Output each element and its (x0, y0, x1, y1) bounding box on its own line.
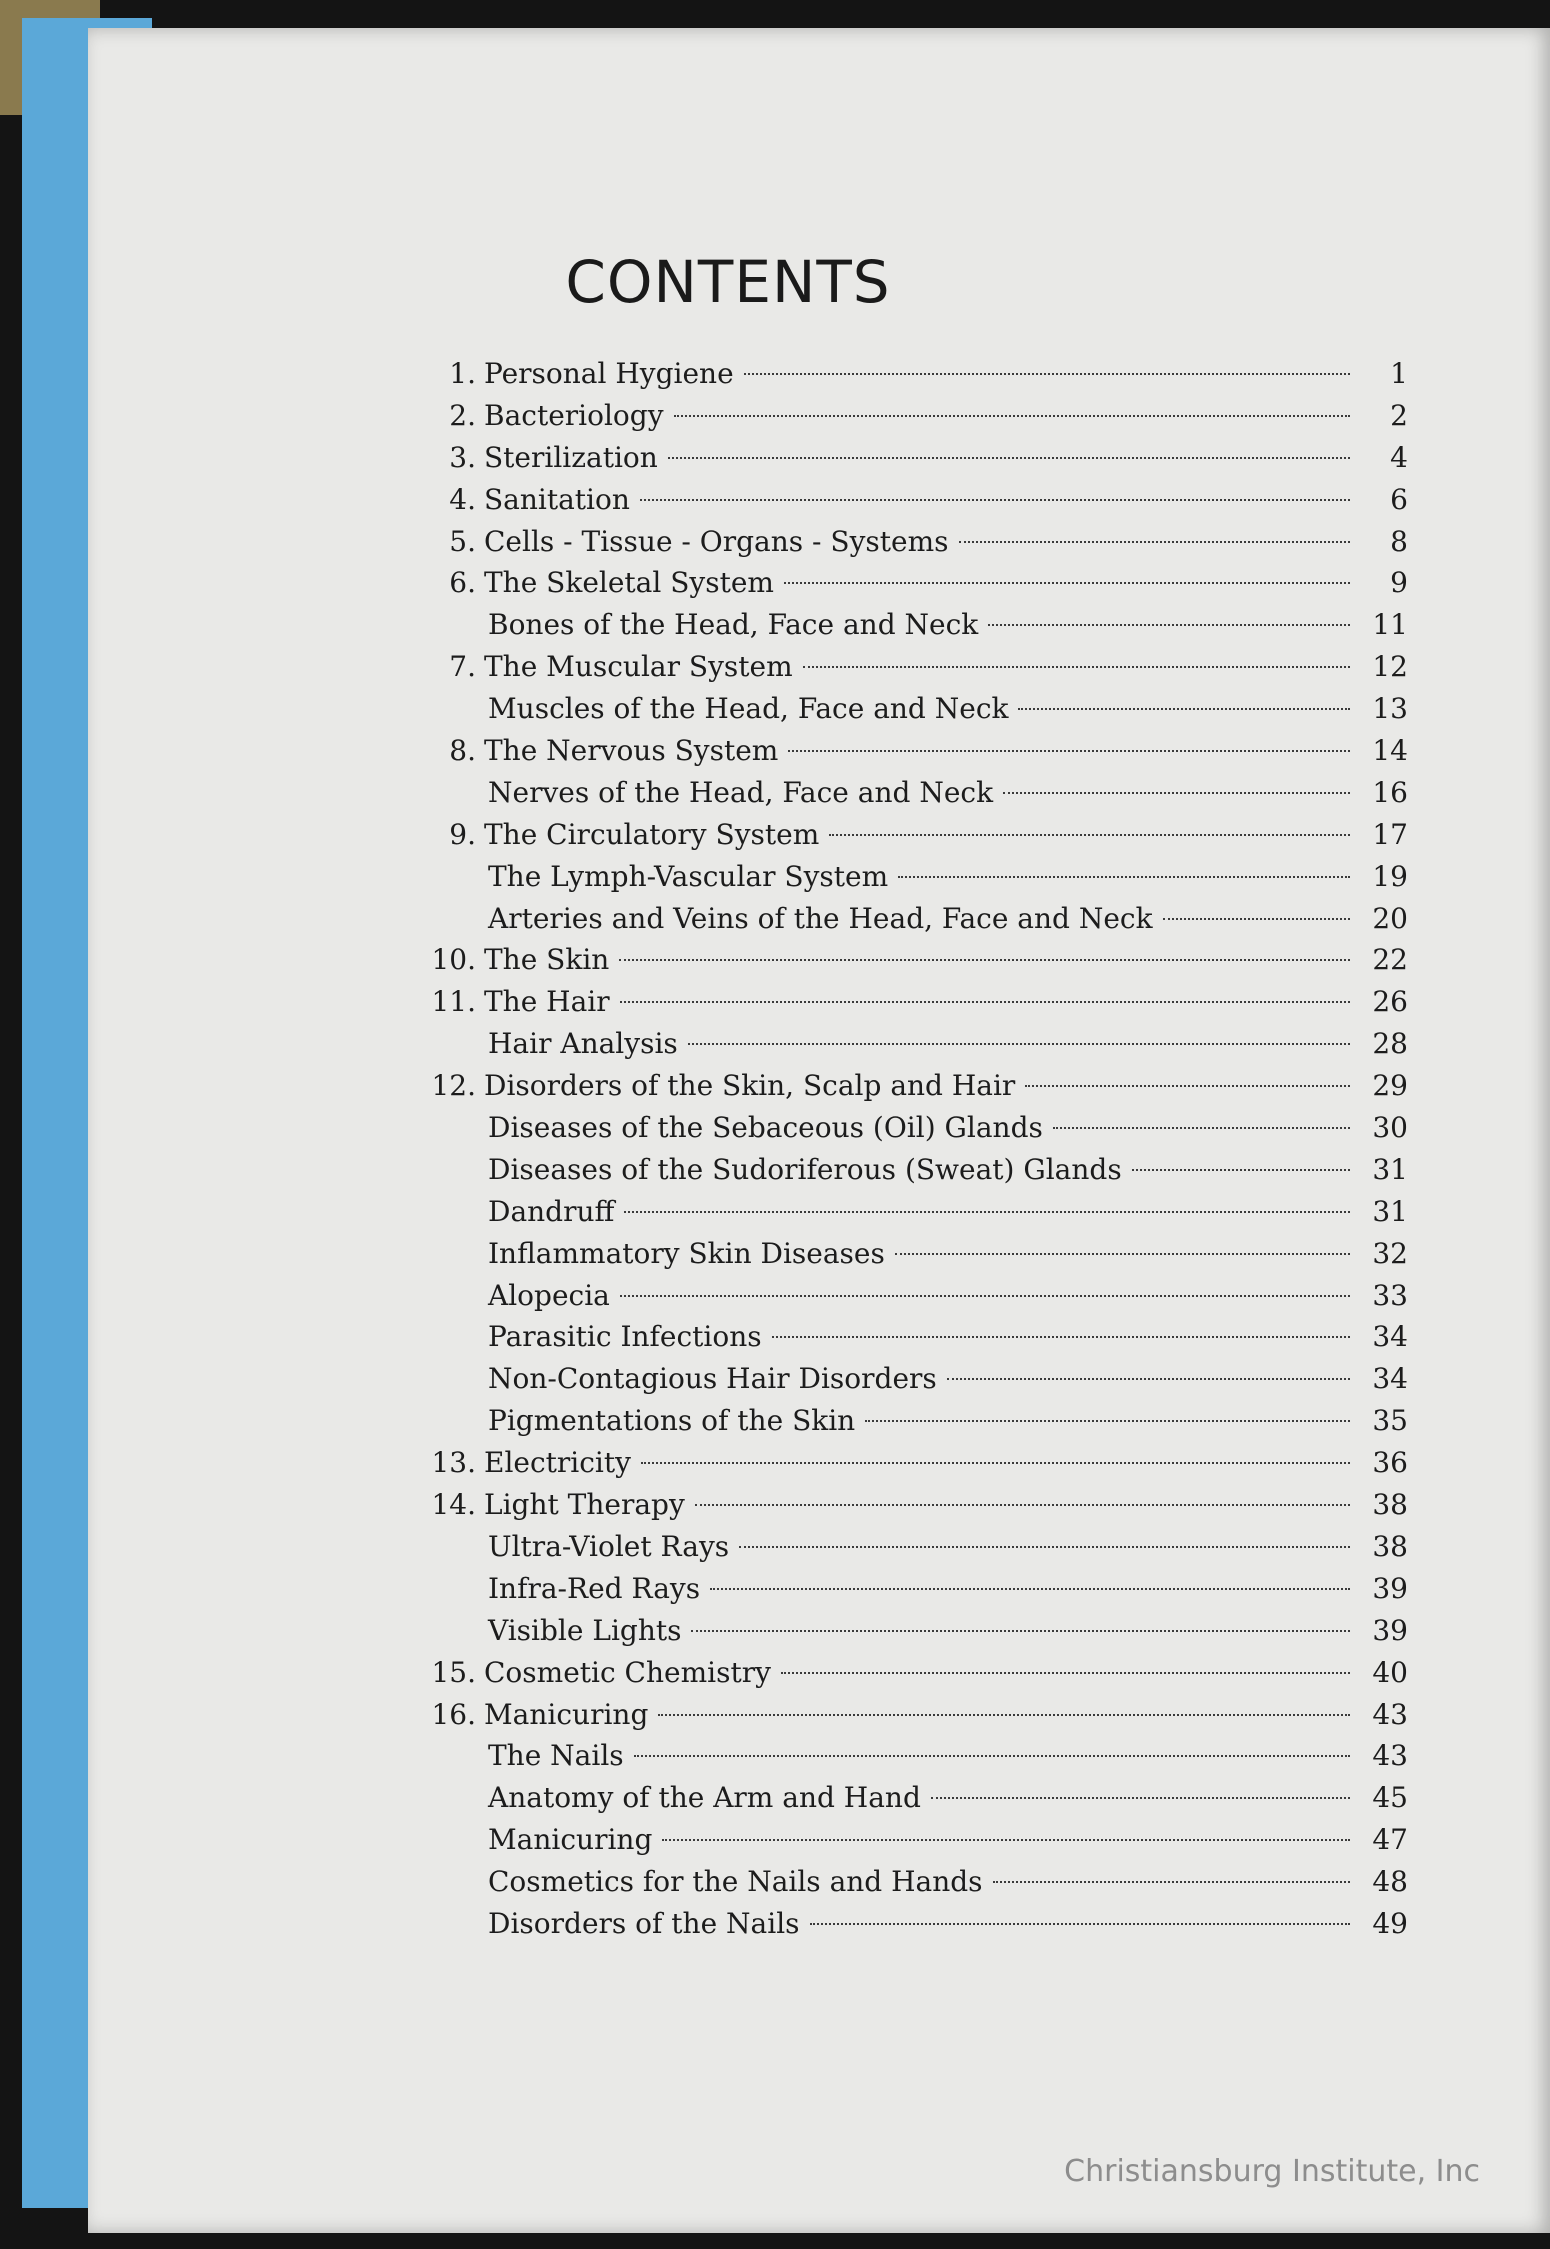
dot-leader (1132, 1169, 1350, 1171)
chapter-number: 5. (449, 524, 476, 558)
toc-entry (428, 688, 1408, 730)
toc-entry (428, 1065, 1408, 1107)
page-number: 39 (1372, 1613, 1408, 1647)
toc-entry (428, 1484, 1408, 1526)
dot-leader (744, 373, 1350, 375)
page-number: 35 (1372, 1404, 1408, 1438)
page-number: 2 (1390, 398, 1408, 432)
toc-entry (428, 1316, 1408, 1358)
chapter-number: 7. (449, 650, 476, 684)
section-title: Cosmetics for the Nails and Hands (488, 1865, 983, 1899)
dot-leader (865, 1420, 1350, 1422)
dot-leader (668, 457, 1350, 459)
toc-entry (428, 1610, 1408, 1652)
section-title: Non-Contagious Hair Disorders (488, 1362, 937, 1396)
section-title: Manicuring (488, 1823, 653, 1857)
page-number: 22 (1372, 943, 1408, 977)
toc-entry (428, 1735, 1408, 1777)
chapter-number: 13. (431, 1446, 476, 1480)
section-title: Arteries and Veins of the Head, Face and Neck (488, 901, 1153, 935)
dot-leader (710, 1588, 1350, 1590)
chapter-number: 14. (431, 1488, 476, 1522)
dot-leader (619, 959, 1350, 961)
dot-leader (620, 1295, 1350, 1297)
toc-entry (428, 395, 1408, 437)
section-title: Parasitic Infections (488, 1320, 762, 1354)
section-title: The Lymph-Vascular System (488, 859, 889, 893)
toc-entry (428, 814, 1408, 856)
toc-entry (428, 730, 1408, 772)
toc-entry (428, 479, 1408, 521)
toc-entry (428, 856, 1408, 898)
page-number: 9 (1390, 566, 1408, 600)
toc-entry (428, 1358, 1408, 1400)
chapter-number: 4. (449, 482, 476, 516)
chapter-title: Light Therapy (484, 1488, 685, 1522)
page-number: 12 (1372, 650, 1408, 684)
dot-leader (788, 750, 1350, 752)
page-number: 29 (1372, 1069, 1408, 1103)
chapter-title: Bacteriology (484, 398, 664, 432)
page-title: CONTENTS (565, 248, 891, 316)
page-number: 11 (1372, 608, 1408, 642)
chapter-number: 1. (449, 357, 476, 390)
dot-leader (640, 499, 1350, 501)
chapter-number: 8. (449, 734, 476, 768)
dot-leader (634, 1755, 1350, 1757)
toc-entry (428, 898, 1408, 940)
section-title: Alopecia (488, 1278, 610, 1312)
toc-entry (428, 437, 1408, 479)
page-number: 8 (1390, 524, 1408, 558)
page-number: 16 (1372, 775, 1408, 809)
page-number: 4 (1390, 440, 1408, 474)
chapter-number: 12. (431, 1069, 476, 1103)
toc-entry (428, 646, 1408, 688)
dot-leader (810, 1923, 1350, 1925)
section-title: Visible Lights (488, 1613, 682, 1647)
page-number: 34 (1372, 1362, 1408, 1396)
toc-entry (428, 939, 1408, 981)
dot-leader (1163, 918, 1350, 920)
section-title: Bones of the Head, Face and Neck (488, 608, 979, 642)
dot-leader (695, 1504, 1350, 1506)
chapter-number: 10. (431, 943, 476, 977)
section-title: Inflammatory Skin Diseases (488, 1236, 885, 1270)
page-number: 6 (1390, 482, 1408, 516)
dot-leader (624, 1211, 1350, 1213)
toc-entry (428, 353, 1408, 395)
dot-leader (781, 1672, 1350, 1674)
section-title: Nerves of the Head, Face and Neck (488, 775, 994, 809)
section-title: Infra-Red Rays (488, 1571, 701, 1605)
chapter-number: 15. (431, 1655, 476, 1689)
toc-entry (428, 1694, 1408, 1736)
chapter-title: The Skeletal System (484, 566, 774, 600)
dot-leader (784, 582, 1350, 584)
section-title: Muscles of the Head, Face and Neck (488, 692, 1009, 726)
toc-entry (428, 1568, 1408, 1610)
page-number: 31 (1372, 1194, 1408, 1228)
toc-entry (428, 562, 1408, 604)
dot-leader (829, 834, 1350, 836)
page-number: 19 (1372, 859, 1408, 893)
toc-entry (428, 521, 1408, 563)
toc-entry (428, 1107, 1408, 1149)
dot-leader (803, 666, 1350, 668)
dot-leader (1025, 1085, 1350, 1087)
chapter-title: Sterilization (484, 440, 658, 474)
page-number: 30 (1372, 1111, 1408, 1145)
toc-entry (428, 1400, 1408, 1442)
chapter-number: 11. (431, 985, 476, 1019)
chapter-number: 6. (449, 566, 476, 600)
section-title: Pigmentations of the Skin (488, 1404, 856, 1438)
chapter-title: The Circulatory System (484, 817, 820, 851)
dot-leader (674, 415, 1350, 417)
page-number: 48 (1372, 1865, 1408, 1899)
page-number: 47 (1372, 1823, 1408, 1857)
dot-leader (1018, 708, 1350, 710)
dot-leader (739, 1546, 1350, 1548)
dot-leader (895, 1253, 1350, 1255)
dot-leader (1003, 792, 1350, 794)
page-number: 34 (1372, 1320, 1408, 1354)
section-title: Diseases of the Sudoriferous (Sweat) Glands (488, 1152, 1122, 1186)
table-of-contents (428, 353, 1408, 1945)
page-number: 32 (1372, 1236, 1408, 1270)
toc-entry (428, 1526, 1408, 1568)
page-number: 20 (1372, 901, 1408, 935)
toc-entry (428, 1777, 1408, 1819)
dot-leader (988, 624, 1350, 626)
section-title: Hair Analysis (488, 1027, 678, 1061)
toc-entry (428, 604, 1408, 646)
contents-page (88, 28, 1550, 2233)
dot-leader (959, 541, 1350, 543)
section-title: Dandruff (488, 1194, 615, 1228)
chapter-title: Disorders of the Skin, Scalp and Hair (484, 1069, 1016, 1103)
page-number: 43 (1372, 1697, 1408, 1731)
page-number: 1 (1390, 357, 1408, 390)
toc-entry (428, 1023, 1408, 1065)
page-number: 36 (1372, 1446, 1408, 1480)
section-title: Disorders of the Nails (488, 1906, 800, 1940)
toc-entry (428, 1652, 1408, 1694)
page-number: 31 (1372, 1152, 1408, 1186)
dot-leader (641, 1462, 1350, 1464)
chapter-title: The Nervous System (484, 734, 779, 768)
page-number: 38 (1372, 1488, 1408, 1522)
dot-leader (931, 1797, 1350, 1799)
chapter-title: The Hair (484, 985, 610, 1019)
toc-entry (428, 1233, 1408, 1275)
page-number: 17 (1372, 817, 1408, 851)
dot-leader (993, 1881, 1350, 1883)
page-number: 39 (1372, 1571, 1408, 1605)
dot-leader (772, 1336, 1350, 1338)
toc-entry (428, 1149, 1408, 1191)
dot-leader (1053, 1127, 1350, 1129)
toc-entry (428, 1819, 1408, 1861)
dot-leader (662, 1839, 1350, 1841)
chapter-title: Cells - Tissue - Organs - Systems (484, 524, 949, 558)
chapter-number: 16. (431, 1697, 476, 1731)
toc-entry (428, 1442, 1408, 1484)
chapter-title: The Muscular System (484, 650, 793, 684)
chapter-title: Electricity (484, 1446, 631, 1480)
toc-entry (428, 1191, 1408, 1233)
section-title: Diseases of the Sebaceous (Oil) Glands (488, 1111, 1043, 1145)
toc-entry (428, 981, 1408, 1023)
dot-leader (898, 876, 1350, 878)
dot-leader (691, 1630, 1350, 1632)
chapter-title: Personal Hygiene (484, 357, 734, 390)
dot-leader (688, 1043, 1350, 1045)
section-title: The Nails (488, 1739, 624, 1773)
toc-entry (428, 1861, 1408, 1903)
section-title: Ultra-Violet Rays (488, 1529, 730, 1563)
chapter-title: Sanitation (484, 482, 630, 516)
page-number: 14 (1372, 734, 1408, 768)
page-number: 45 (1372, 1781, 1408, 1815)
toc-entry (428, 772, 1408, 814)
chapter-title: Cosmetic Chemistry (484, 1655, 771, 1689)
toc-entry (428, 1903, 1408, 1945)
page-number: 13 (1372, 692, 1408, 726)
chapter-number: 2. (449, 398, 476, 432)
page-number: 38 (1372, 1529, 1408, 1563)
page-number: 26 (1372, 985, 1408, 1019)
toc-entry (428, 1275, 1408, 1317)
section-title: Anatomy of the Arm and Hand (488, 1781, 921, 1815)
dot-leader (658, 1714, 1350, 1716)
chapter-number: 9. (449, 817, 476, 851)
dot-leader (620, 1001, 1350, 1003)
page-number: 49 (1372, 1906, 1408, 1940)
page-number: 33 (1372, 1278, 1408, 1312)
page-number: 28 (1372, 1027, 1408, 1061)
page-number: 40 (1372, 1655, 1408, 1689)
chapter-number: 3. (449, 440, 476, 474)
chapter-title: The Skin (484, 943, 610, 977)
watermark-credit: Christiansburg Institute, Inc (1064, 2154, 1480, 2189)
chapter-title: Manicuring (484, 1697, 649, 1731)
page-number: 43 (1372, 1739, 1408, 1773)
dot-leader (947, 1378, 1350, 1380)
